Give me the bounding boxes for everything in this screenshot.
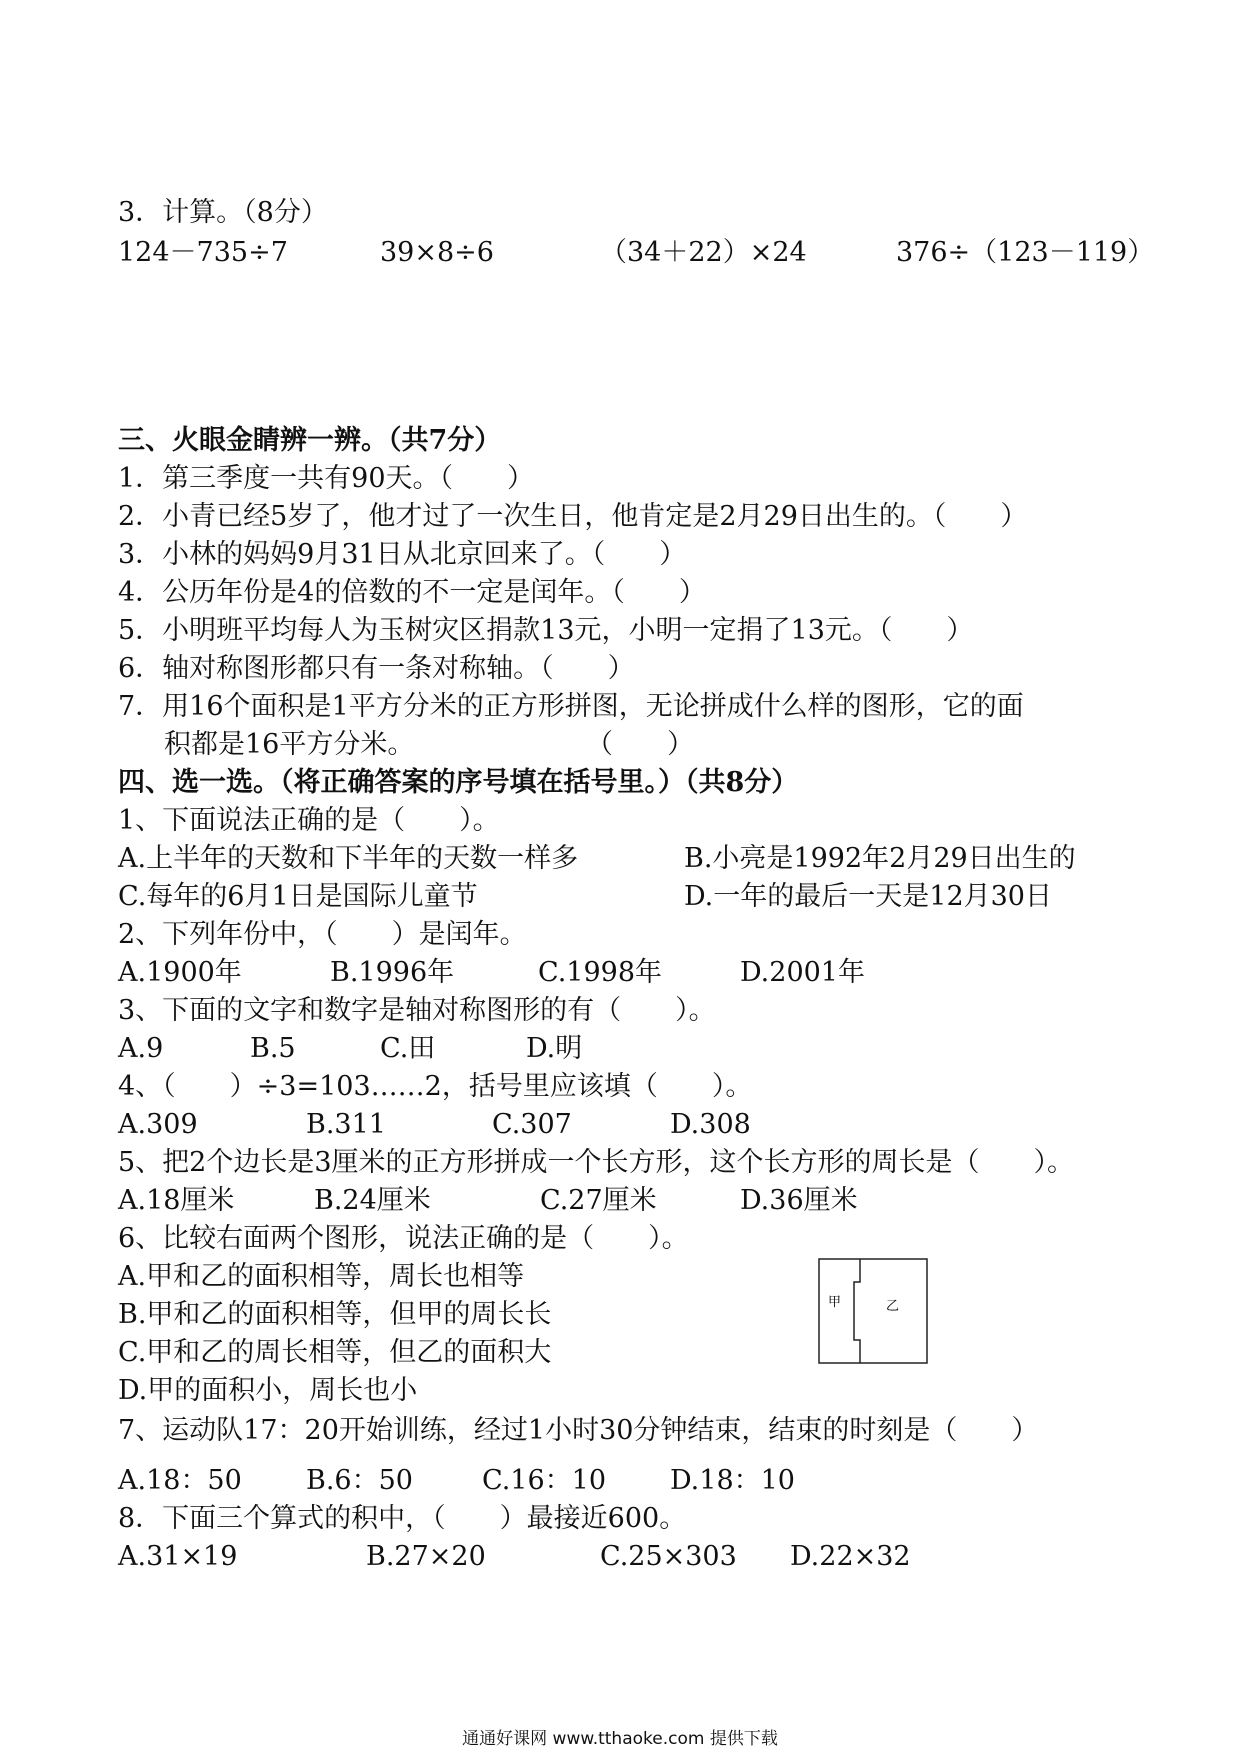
figure-label-jia: 甲 [828, 1295, 842, 1310]
question-text: 4、（ ）÷3=103……2，括号里应该填（ ）。 [118, 1071, 753, 1102]
judge-item: 4．公历年份是4的倍数的不一定是闰年。（ ） [118, 577, 706, 608]
option: A.18厘米 [118, 1185, 235, 1216]
option: A.31×19 [118, 1541, 238, 1572]
option: C.田 [380, 1033, 436, 1064]
section3-heading: 三、火眼金睛辨一辨。（共7分） [118, 425, 502, 456]
figure-divider [854, 1259, 860, 1363]
question-text: 8．下面三个算式的积中，（ ）最接近600。 [118, 1503, 687, 1534]
option: C.1998年 [538, 957, 662, 988]
calc-expression: （34＋22）×24 [600, 237, 807, 268]
judge-item: 1．第三季度一共有90天。（ ） [118, 463, 535, 494]
answer-paren: （ ） [586, 729, 694, 760]
option: D.甲的面积小，周长也小 [118, 1375, 418, 1406]
calc-expression: 39×8÷6 [380, 237, 494, 268]
option: B.6：50 [306, 1465, 413, 1496]
option-a: A.上半年的天数和下半年的天数一样多 [118, 843, 579, 874]
option: A.1900年 [118, 957, 242, 988]
option: C.27厘米 [540, 1185, 657, 1216]
calc-expression: 376÷（123－119） [896, 237, 1155, 268]
option-b: B.小亮是1992年2月29日出生的 [684, 843, 1076, 874]
figure-label-yi: 乙 [886, 1299, 900, 1314]
figure-outline [819, 1259, 927, 1363]
option: C.甲和乙的周长相等，但乙的面积大 [118, 1337, 552, 1368]
question-text: 3、下面的文字和数字是轴对称图形的有（ ）。 [118, 995, 716, 1026]
option: C.16：10 [482, 1465, 606, 1496]
section4-heading: 四、选一选。（将正确答案的序号填在括号里。）（共8分） [118, 767, 799, 798]
option: D.308 [670, 1109, 751, 1140]
judge-item: 6．轴对称图形都只有一条对称轴。（ ） [118, 653, 635, 684]
option: C.307 [492, 1109, 572, 1140]
calc-title: 3．计算。（8分） [118, 197, 328, 228]
option: A.18：50 [118, 1465, 242, 1496]
option: A.甲和乙的面积相等，周长也相等 [118, 1261, 525, 1292]
judge-item: 3．小林的妈妈9月31日从北京回来了。（ ） [118, 539, 687, 570]
option: C.25×303 [600, 1541, 737, 1572]
judge-item: 2．小青已经5岁了，他才过了一次生日，他肯定是2月29日出生的。（ ） [118, 501, 1028, 532]
judge-item: 7．用16个面积是1平方分米的正方形拼图，无论拼成什么样的图形，它的面 [118, 691, 1024, 722]
judge-item-continuation: 积都是16平方分米。 [164, 729, 415, 760]
option: A.9 [118, 1033, 164, 1064]
footer-credit: 通通好课网 www.tthaoke.com 提供下载 [462, 1729, 778, 1749]
option: D.22×32 [790, 1541, 911, 1572]
option: B.311 [306, 1109, 386, 1140]
option-c: C.每年的6月1日是国际儿童节 [118, 881, 478, 912]
shape-figure [818, 1258, 930, 1366]
judge-item: 5．小明班平均每人为玉树灾区捐款13元，小明一定捐了13元。（ ） [118, 615, 974, 646]
option: B.27×20 [366, 1541, 486, 1572]
option: B.甲和乙的面积相等，但甲的周长长 [118, 1299, 552, 1330]
question-text: 7、运动队17：20开始训练，经过1小时30分钟结束，结束的时刻是（ ） [118, 1415, 1039, 1446]
option: A.309 [118, 1109, 198, 1140]
option: B.5 [250, 1033, 296, 1064]
option: D.2001年 [740, 957, 865, 988]
question-text: 6、比较右面两个图形，说法正确的是（ ）。 [118, 1223, 689, 1254]
option: B.24厘米 [314, 1185, 431, 1216]
option: D.36厘米 [740, 1185, 858, 1216]
option-d: D.一年的最后一天是12月30日 [684, 881, 1052, 912]
question-text: 1、下面说法正确的是（ ）。 [118, 805, 500, 836]
option: D.明 [526, 1033, 583, 1064]
question-text: 2、下列年份中，（ ）是闰年。 [118, 919, 527, 950]
calc-expression: 124－735÷7 [118, 237, 288, 268]
option: D.18：10 [670, 1465, 795, 1496]
option: B.1996年 [330, 957, 455, 988]
question-text: 5、把2个边长是3厘米的正方形拼成一个长方形，这个长方形的周长是（ ）。 [118, 1147, 1075, 1178]
